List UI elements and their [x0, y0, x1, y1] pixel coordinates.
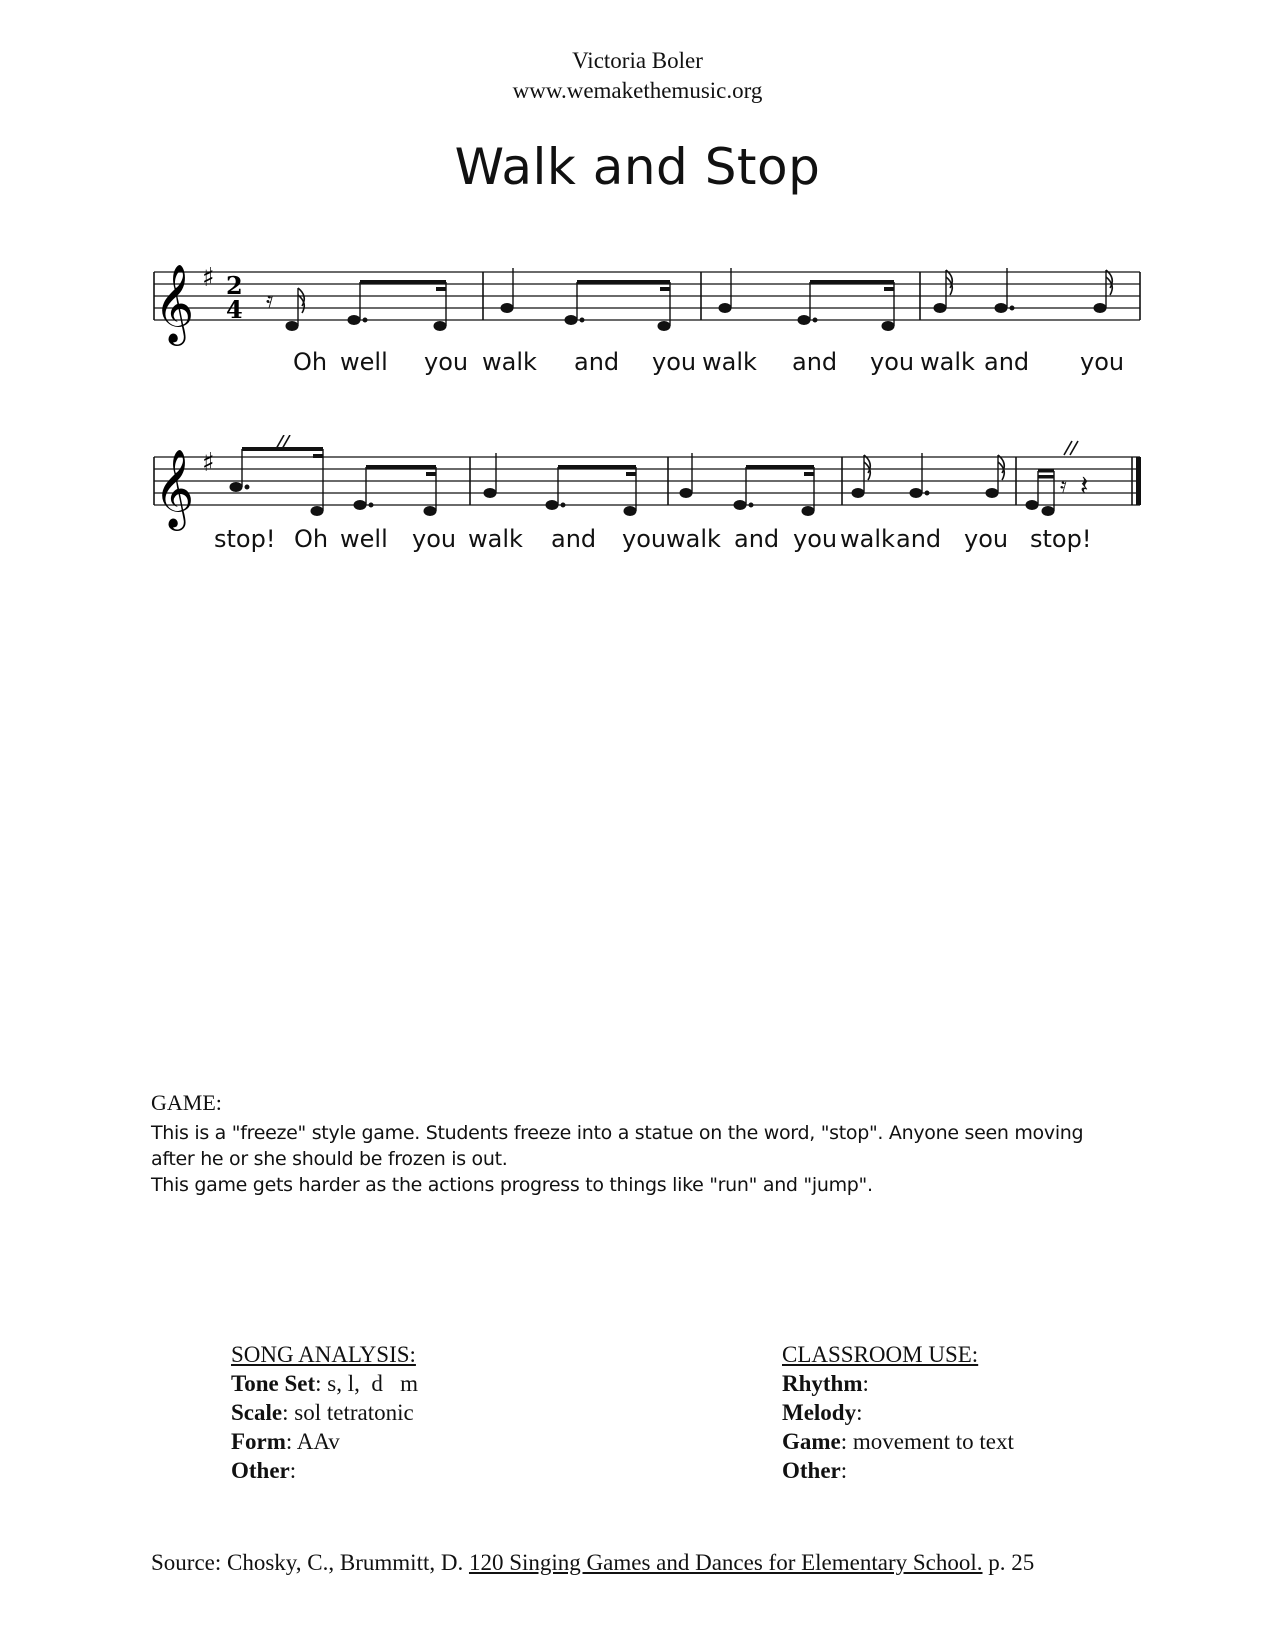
form-row: Form: AAv: [231, 1429, 340, 1454]
treble-clef-icon: 𝄞: [154, 449, 195, 528]
other-row: Other:: [782, 1458, 848, 1483]
lyric-word: well: [340, 525, 388, 553]
time-sig-bottom: 4: [226, 295, 243, 324]
notes-line-1: [266, 268, 1112, 331]
time-sig-top: 2: [226, 271, 243, 300]
staff-1: [150, 250, 1200, 350]
scale-row: Scale: sol tetratonic: [231, 1400, 414, 1425]
sharp-icon: ♯: [202, 448, 215, 478]
song-analysis-heading: SONG ANALYSIS:: [231, 1342, 416, 1367]
author-name: Victoria Boler: [572, 48, 703, 73]
lyric-word: stop!: [214, 525, 276, 553]
lyric-word: walk: [666, 525, 721, 553]
game-row: Game: movement to text: [782, 1429, 1014, 1454]
game-text-line: This game gets harder as the actions progress to things like "run" and "jump".: [151, 1174, 873, 1196]
svg-text:𝄿: 𝄿: [1060, 474, 1067, 499]
book-title: 120 Singing Games and Dances for Elementary School.: [468, 1550, 983, 1575]
rhythm-row: Rhythm:: [782, 1371, 869, 1396]
classroom-use-heading: CLASSROOM USE:: [782, 1342, 979, 1367]
staff-2: [150, 435, 1200, 535]
staff-system-1: [150, 250, 1200, 400]
lyric-word: you: [412, 525, 457, 553]
lyric-word: and: [984, 348, 1030, 376]
lyric-word: Oh: [293, 348, 328, 376]
svg-text:𝄽: 𝄽: [1080, 469, 1089, 502]
game-text-line: after he or she should be frozen is out.: [151, 1148, 508, 1170]
lyric-word: walk: [840, 525, 895, 553]
lyric-word: and: [551, 525, 597, 553]
game-text-line: This is a "freeze" style game. Students freeze into a statue on the word, "stop". Anyone seen moving: [151, 1122, 1084, 1144]
lyric-word: you: [622, 525, 667, 553]
tone-set-row: Tone Set: s, l, d m: [231, 1371, 419, 1396]
other-row: Other:: [231, 1458, 297, 1483]
lyric-word: walk: [920, 348, 975, 376]
lyric-word: walk: [702, 348, 757, 376]
lyric-word: well: [340, 348, 388, 376]
lyric-word: you: [793, 525, 838, 553]
source-citation: Source: Chosky, C., Brummitt, D. 120 Singing Games and Dances for Elementary School. p. 25: [151, 1550, 1035, 1575]
lyric-word: Oh: [294, 525, 329, 553]
song-title: Walk and Stop: [454, 138, 821, 196]
lyric-word: and: [574, 348, 620, 376]
lyric-word: you: [1080, 348, 1125, 376]
svg-text:𝄿: 𝄿: [266, 286, 274, 314]
treble-clef-icon: 𝄞: [154, 264, 195, 343]
notes-line-2: [230, 435, 1089, 516]
game-heading: GAME:: [151, 1090, 222, 1115]
classroom-use-section: [782, 1340, 1014, 1485]
lyric-word: you: [870, 348, 915, 376]
lyric-word: you: [652, 348, 697, 376]
lyric-word: stop!: [1030, 525, 1092, 553]
melody-row: Melody:: [782, 1400, 863, 1425]
website-url: www.wemakethemusic.org: [512, 78, 763, 103]
lyric-word: walk: [482, 348, 537, 376]
lyric-word: and: [792, 348, 838, 376]
lyric-word: you: [964, 525, 1009, 553]
lyric-word: and: [734, 525, 780, 553]
sharp-icon: ♯: [202, 263, 215, 293]
lyric-word: you: [424, 348, 469, 376]
staff-system-2: [150, 435, 1200, 585]
lyric-word: walk: [468, 525, 523, 553]
lyric-word: and: [896, 525, 942, 553]
game-section: [151, 1090, 1151, 1198]
song-analysis-section: [231, 1340, 418, 1485]
